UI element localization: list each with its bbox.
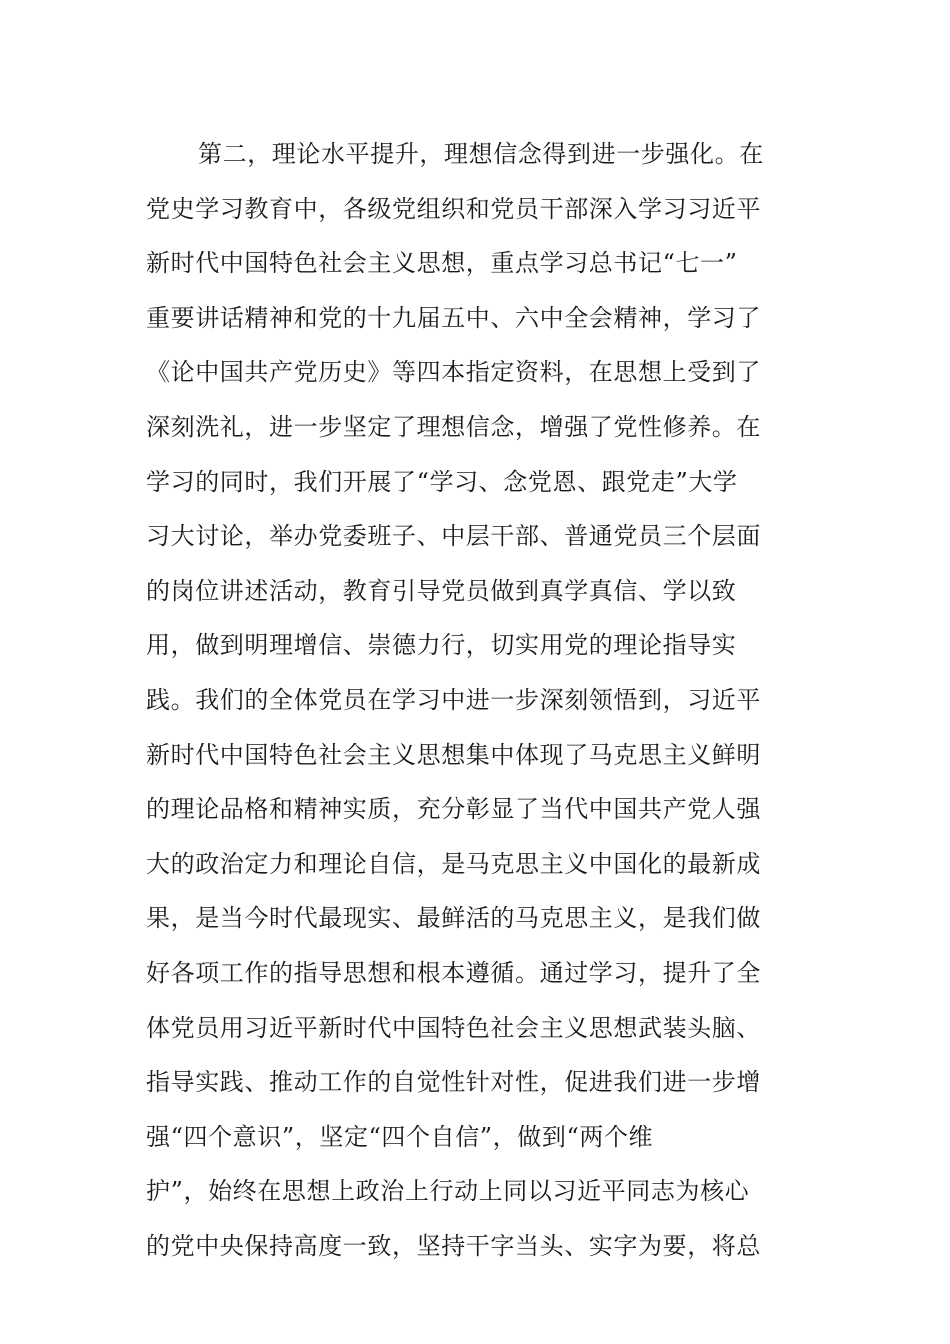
paragraph-line: 学习的同时，我们开展了“学习、念党恩、跟党走”大学 [146, 467, 738, 496]
paragraph-line: 体党员用习近平新时代中国特色社会主义思想武装头脑、 [146, 1013, 761, 1042]
paragraph-line: 《论中国共产党历史》等四本指定资料，在思想上受到了 [146, 358, 761, 387]
paragraph-line: 强“四个意识”，坚定“四个自信”，做到“两个维 [146, 1122, 654, 1151]
paragraph-line: 护”，始终在思想上政治上行动上同以习近平同志为核心 [146, 1177, 750, 1206]
paragraph-line: 党史学习教育中，各级党组织和党员干部深入学习习近平 [146, 194, 761, 223]
paragraph-line: 深刻洗礼，进一步坚定了理想信念，增强了党性修养。在 [146, 412, 761, 441]
paragraph-line: 的党中央保持高度一致，坚持干字当头、实字为要，将总 [146, 1231, 761, 1260]
paragraph-line: 践。我们的全体党员在学习中进一步深刻领悟到，习近平 [146, 685, 761, 714]
paragraph-line: 大的政治定力和理论自信，是马克思主义中国化的最新成 [146, 849, 761, 878]
paragraph-line: 用，做到明理增信、崇德力行，切实用党的理论指导实 [146, 631, 737, 660]
body-paragraph [146, 127, 806, 1273]
paragraph-line: 果，是当今时代最现实、最鲜活的马克思主义，是我们做 [146, 904, 761, 933]
paragraph-line: 第二，理论水平提升，理想信念得到进一步强化。在 [198, 140, 764, 168]
paragraph-line: 习大讨论，举办党委班子、中层干部、普通党员三个层面 [146, 522, 761, 551]
paragraph-line: 的岗位讲述活动，教育引导党员做到真学真信、学以致 [146, 576, 737, 605]
paragraph-line: 指导实践、推动工作的自觉性针对性，促进我们进一步增 [146, 1068, 761, 1097]
paragraph-line: 好各项工作的指导思想和根本遵循。通过学习，提升了全 [146, 958, 761, 987]
paragraph-line: 的理论品格和精神实质，充分彰显了当代中国共产党人强 [146, 795, 761, 824]
paragraph-line: 重要讲话精神和党的十九届五中、六中全会精神，学习了 [146, 303, 761, 332]
paragraph-line: 新时代中国特色社会主义思想，重点学习总书记“七一” [146, 249, 738, 278]
paragraph-line: 新时代中国特色社会主义思想集中体现了马克思主义鲜明 [146, 740, 761, 769]
